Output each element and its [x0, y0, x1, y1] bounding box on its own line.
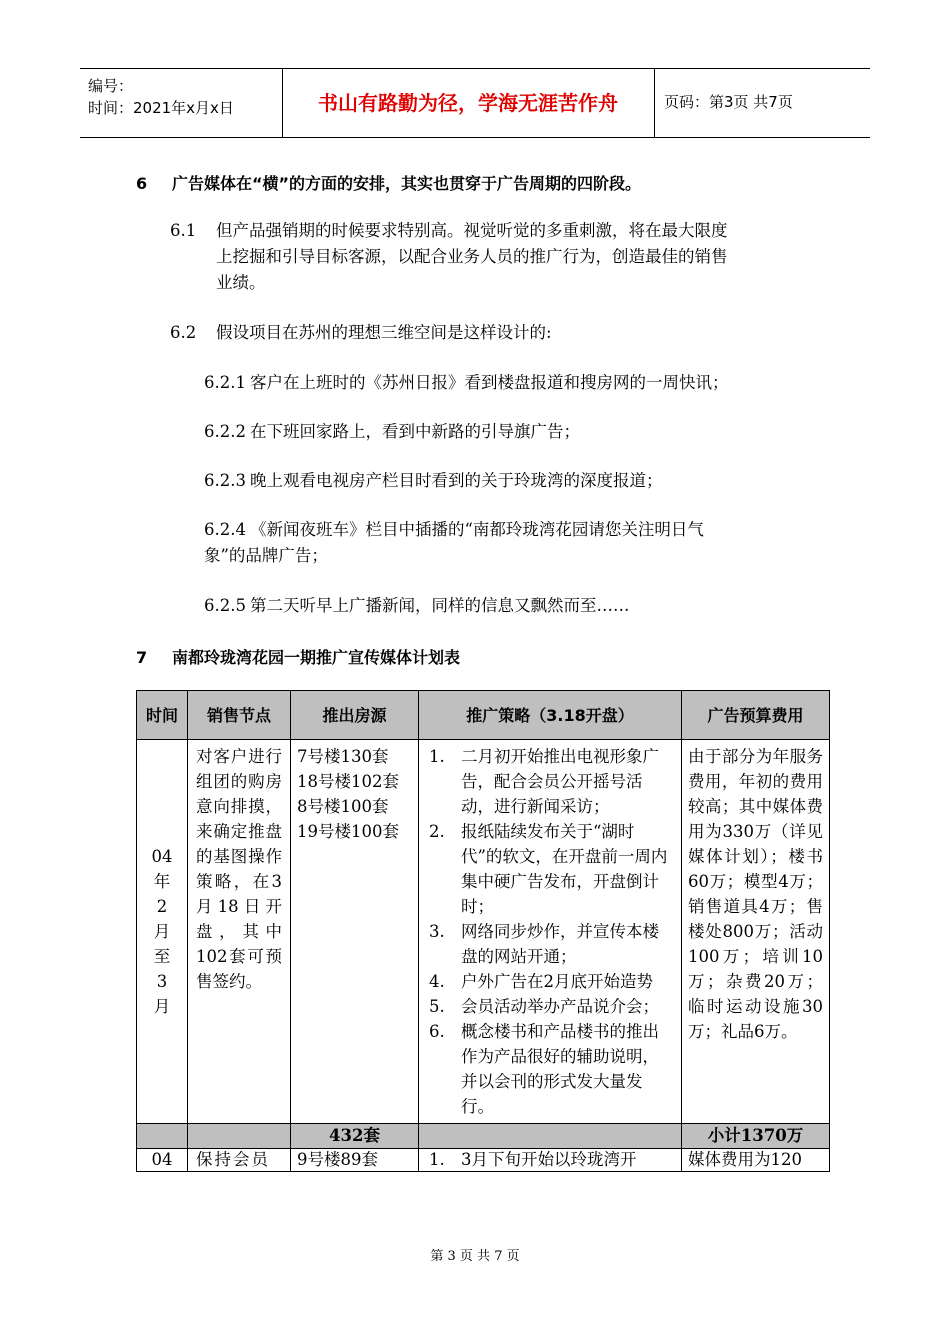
section-number: 7 [136, 648, 148, 667]
page-info: 页码：第3页 共7页 [664, 93, 793, 111]
subtotal-row [137, 1124, 830, 1149]
list-item [429, 819, 673, 919]
section-7-heading [136, 645, 460, 668]
list-number: 5. [429, 997, 445, 1016]
section-title: 南都玲珑湾花园一期推广宣传媒体计划表 [172, 648, 461, 667]
subtotal-empty [188, 1124, 291, 1149]
subtotal-houses: 432套 [291, 1124, 419, 1149]
cell-node: 对客户进行组团的购房意向排摸，来确定推盘的基图操作策略，在3月18日开盘，其中102套可预售签约。 [188, 740, 291, 1124]
item-number: 6.2.1 [204, 373, 246, 392]
paragraph-6-1 [170, 218, 830, 296]
item-6-2-2 [204, 419, 844, 445]
list-text: 概念楼书和产品楼书的推出作为产品很好的辅助说明，并以会刊的形式发大量发行。 [461, 1022, 659, 1116]
item-number: 6.2.4 [204, 520, 246, 539]
item-text: 第二天听早上广播新闻，同样的信息又飘然而至…… [250, 596, 630, 615]
list-text: 会员活动举办产品说介会； [461, 997, 659, 1016]
list-number: 1. [429, 747, 445, 766]
list-number: 2. [429, 822, 445, 841]
list-item [429, 994, 673, 1019]
page-header [80, 68, 870, 138]
paragraph-text: 假设项目在苏州的理想三维空间是这样设计的: [216, 323, 552, 342]
list-item [429, 969, 673, 994]
table-header-row [137, 691, 830, 740]
code-label: 编号： [88, 77, 134, 95]
cell-node: 保持会员 [188, 1149, 291, 1172]
table-row [137, 1149, 830, 1172]
item-6-2-3 [204, 468, 844, 494]
list-text: 二月初开始推出电视形象广告，配合会员公开摇号活动，进行新闻采访； [461, 747, 659, 816]
list-text: 户外广告在2月底开始造势 [461, 972, 653, 991]
section-title: 广告媒体在“横”的方面的安排，其实也贯穿于广告周期的四阶段。 [172, 174, 642, 193]
list-item [429, 1149, 673, 1171]
subtotal-empty [419, 1124, 682, 1149]
house-entry: 18号楼102套 [297, 772, 399, 791]
section-6-heading [136, 171, 641, 194]
list-text: 网络同步炒作，并宣传本楼盘的网站开通； [461, 922, 659, 966]
cell-houses: 9号楼89套 [291, 1149, 419, 1172]
item-text: 晚上观看电视房产栏目时看到的关于玲珑湾的深度报道； [250, 471, 663, 490]
house-entry: 19号楼100套 [297, 822, 399, 841]
paragraph-6-2 [170, 320, 830, 346]
item-6-2-1 [204, 370, 844, 396]
cell-time: 04年2月至3月 [137, 740, 188, 1124]
cell-budget: 由于部分为年服务费用，年初的费用较高；其中媒体费用为330万（详见媒体计划）；楼书60万；模型4万；销售道具4万；售楼处800万；活动100万；培训10万；杂费20万；临时运动设施30万；礼品6万。 [682, 740, 830, 1124]
col-header-time: 时间 [137, 691, 188, 740]
paragraph-number: 6.2 [170, 323, 197, 342]
cell-time: 04 [137, 1149, 188, 1172]
item-number: 6.2.2 [204, 422, 246, 441]
list-number: 4. [429, 972, 445, 991]
list-number: 3. [429, 922, 445, 941]
col-header-strategy: 推广策略（3.18开盘） [419, 691, 682, 740]
list-number: 1. [429, 1150, 445, 1169]
paragraph-line: 上挖掘和引导目标客源，以配合业务人员的推广行为，创造最佳的销售 [216, 247, 728, 266]
col-header-houses: 推出房源 [291, 691, 419, 740]
item-text: 《新闻夜班车》栏目中插播的“南都玲珑湾花园请您关注明日气 [250, 520, 704, 539]
col-header-budget: 广告预算费用 [682, 691, 830, 740]
header-meta [80, 69, 283, 137]
section-number: 6 [136, 174, 148, 193]
strategy-list [429, 744, 673, 1119]
list-text: 3月下旬开始以玲珑湾开 [461, 1150, 637, 1169]
house-entry: 8号楼100套 [297, 797, 389, 816]
paragraph-number: 6.1 [170, 221, 197, 240]
list-item [429, 919, 673, 969]
house-entry: 7号楼130套 [297, 747, 389, 766]
header-motto: 书山有路勤为径，学海无涯苦作舟 [282, 69, 655, 137]
item-text: 客户在上班时的《苏州日报》看到楼盘报道和搜房网的一周快讯； [250, 373, 729, 392]
item-text: 象”的品牌广告； [204, 546, 328, 565]
subtotal-budget: 小计1370万 [682, 1124, 830, 1149]
list-text: 报纸陆续发布关于“湖时代”的软文，在开盘前一周内集中硬广告发布，开盘倒计时； [461, 822, 668, 916]
item-number: 6.2.5 [204, 596, 246, 615]
media-plan-table [136, 690, 830, 1172]
cell-strategy [419, 740, 682, 1124]
page-footer: 第 3 页 共 7 页 [430, 1249, 520, 1264]
cell-strategy [419, 1149, 682, 1172]
table-row [137, 740, 830, 1124]
time-label: 时间：2021年x月x日 [88, 99, 234, 117]
cell-houses [291, 740, 419, 1124]
list-item [429, 1019, 673, 1119]
paragraph-line: 业绩。 [216, 273, 266, 292]
strategy-list [429, 1149, 673, 1171]
paragraph-line: 但产品强销期的时候要求特别高。视觉听觉的多重刺激，将在最大限度 [216, 221, 728, 240]
subtotal-empty [137, 1124, 188, 1149]
cell-budget: 媒体费用为120 [682, 1149, 830, 1172]
col-header-node: 销售节点 [188, 691, 291, 740]
item-6-2-4 [204, 517, 844, 569]
item-number: 6.2.3 [204, 471, 246, 490]
item-text: 在下班回家路上，看到中新路的引导旗广告； [250, 422, 580, 441]
item-6-2-5 [204, 593, 844, 619]
list-number: 6. [429, 1022, 445, 1041]
list-item [429, 744, 673, 819]
